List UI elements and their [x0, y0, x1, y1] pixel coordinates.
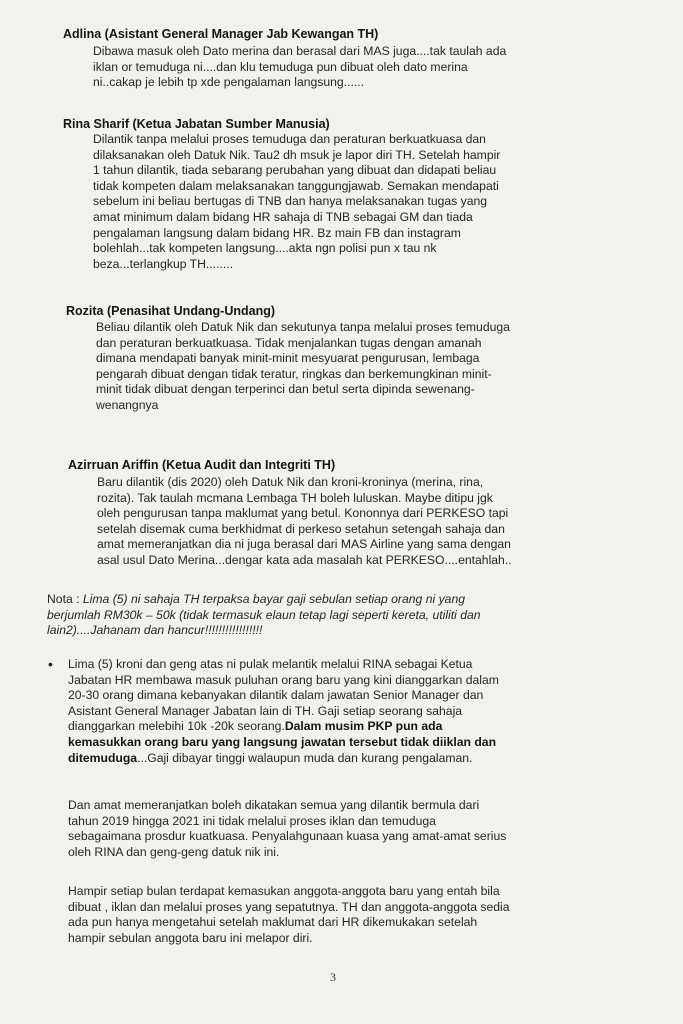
body-line: dilaksanakan oleh Datuk Nik. Tau2 dh msuk je lapor diri TH. Setelah hampir: [93, 147, 501, 162]
note-line: [47, 623, 481, 639]
body-line: amat memeranjatkan dia ni juga berasal dari MAS Airline yang sama dengan: [97, 537, 511, 552]
body-line: sebelum ini beliau bertugas di TNB dan hanya melaksanakan tugas yang: [93, 194, 488, 209]
note-text: berjumlah RM30k – 50k (tidak termasuk elaun tetap lagi seperti kereta, utiliti dan: [47, 607, 481, 622]
body-line: rozita). Tak taulah mcmana Lembaga TH boleh luluskan. Maybe ditipu jgk: [97, 490, 493, 505]
note-block: [47, 592, 481, 639]
body-line: 1 tahun dilantik, tiada sebarang perubahan yang dibuat dan didapati beliau: [93, 163, 497, 178]
section-heading-rina: Rina Sharif (Ketua Jabatan Sumber Manusia): [63, 117, 330, 131]
para-line: Jabatan HR membawa masuk puluhan orang baru yang kini dianggarkan dalam: [68, 672, 499, 687]
body-line: dimana mendapati banyak minit-minit mesyuarat pengurusan, lembaga: [96, 351, 480, 366]
body-line: pengalaman langsung dalam bidang HR. Bz main FB dan instagram: [93, 225, 461, 240]
para-line: ada pun hanya mengetahui setelah maklumat dari HR dikemukakan setelah: [68, 915, 478, 930]
para-line: Lima (5) kroni dan geng atas ni pulak melantik melalui RINA sebagai Ketua: [68, 657, 473, 671]
section-body-adlina: [93, 44, 506, 91]
body-line: minit tidak dibuat dengan terperinci dan betul serta dipinda sewenang-: [96, 382, 475, 397]
para-bold-text: Dalam musim PKP pun ada: [284, 719, 443, 734]
bullet-paragraph: [68, 657, 499, 766]
page-number: 3: [330, 970, 336, 984]
bullet-icon: •: [48, 656, 53, 672]
para-line: Dan amat memeranjatkan boleh dikatakan semua yang dilantik bermula dari: [68, 798, 480, 812]
body-line: oleh pengurusan tanpa maklumat yang betul. Kononnya dari PERKESO tapi: [97, 506, 509, 521]
para-line: oleh RINA dan geng-geng datuk nik ini.: [68, 844, 280, 859]
note-line: [47, 608, 481, 624]
para-line: Asistant General Manager Jabatan lain di TH. Gaji setiap seorang sahaja: [68, 703, 463, 718]
body-line: wenangnya: [96, 397, 159, 412]
body-line: tidak kompeten dalam melaksanakan tanggungjawab. Semakan mendapati: [93, 178, 499, 193]
note-line: [47, 592, 481, 608]
para-line: [68, 719, 499, 735]
body-line: amat minimum dalam bidang HR sahaja di TNB sebagai GM dan tiada: [93, 209, 473, 224]
body-line: Baru dilantik (dis 2020) oleh Datuk Nik dan kroni-kroninya (merina, rina,: [97, 475, 484, 489]
para-line: Hampir setiap bulan terdapat kemasukan anggota-anggota baru yang entah bila: [68, 884, 500, 898]
note-text: lain2)....Jahanam dan hancur!!!!!!!!!!!!!!!!!: [47, 623, 263, 638]
para-line: [68, 735, 499, 751]
para-text: ...Gaji dibayar tinggi walaupun muda dan kurang pengalaman.: [137, 750, 473, 765]
note-text: Lima (5) ni sahaja TH terpaksa bayar gaji sebulan setiap orang ni yang: [82, 592, 465, 606]
para-line: 20-30 orang dimana kebanyakan dilantik dalam jawatan Senior Manager dan: [68, 688, 484, 703]
body-line: asal usul Dato Merina...dengar kata ada masalah kat PERKESO....entahlah..: [97, 552, 512, 567]
para-line: tahun 2019 hingga 2021 ini tidak melalui proses iklan dan temuduga: [68, 813, 436, 828]
section-body-azirruan: [97, 475, 512, 569]
section-heading-rozita: Rozita (Penasihat Undang-Undang): [66, 304, 276, 318]
para-bold-text: ditemuduga: [68, 750, 138, 765]
body-line: beza...terlangkup TH........: [93, 256, 234, 271]
para-line: sebagaimana prosdur kuatkuasa. Penyalahgunaan kuasa yang amat-amat serius: [68, 829, 507, 844]
para-text: dianggarkan melebihi 10k -20k seorang.: [68, 719, 285, 734]
section-body-rozita: [96, 320, 510, 414]
section-heading-adlina: Adlina (Asistant General Manager Jab Kewangan TH): [63, 27, 379, 41]
para-line: hampir sebulan anggota baru ini melapor diri.: [68, 930, 313, 945]
para-line: [68, 751, 499, 767]
paragraph-1: [68, 798, 506, 860]
body-line: pengarah dibuat dengan tidak teratur, ringkas dan berkemungkinan minit-: [96, 366, 492, 381]
note-prefix: Nota :: [47, 592, 83, 606]
body-line: Dilantik tanpa melalui proses temuduga dan peraturan berkuatkuasa dan: [93, 132, 486, 146]
body-line: Beliau dilantik oleh Datuk Nik dan sekutunya tanpa melalui proses temuduga: [96, 320, 510, 334]
section-heading-azirruan: Azirruan Ariffin (Ketua Audit dan Integriti TH): [68, 458, 336, 472]
body-line: iklan or temuduga ni....dan klu temuduga pun dibuat oleh dato merina: [93, 59, 468, 74]
body-line: setelah disemak cuma berkhidmat di perkeso setahun setengah sahaja dan: [97, 521, 505, 536]
body-line: ni..cakap je lebih tp xde pengalaman langsung......: [93, 75, 365, 90]
body-line: bolehlah...tak kompeten langsung....akta ngn polisi pun x tau nk: [93, 241, 437, 256]
section-body-rina: [93, 132, 500, 272]
paragraph-2: [68, 884, 510, 946]
para-line: dibuat , iklan dan melalui proses yang sepatutnya. TH dan anggota-anggota sedia: [68, 899, 510, 914]
body-line: Dibawa masuk oleh Dato merina dan berasal dari MAS juga....tak taulah ada: [93, 44, 507, 58]
para-bold-text: kemasukkan orang baru yang langsung jawatan tersebut tidak diiklan dan: [68, 734, 497, 749]
body-line: dan peraturan berkuatkuasa. Tidak menjalankan tugas dengan amanah: [96, 335, 482, 350]
